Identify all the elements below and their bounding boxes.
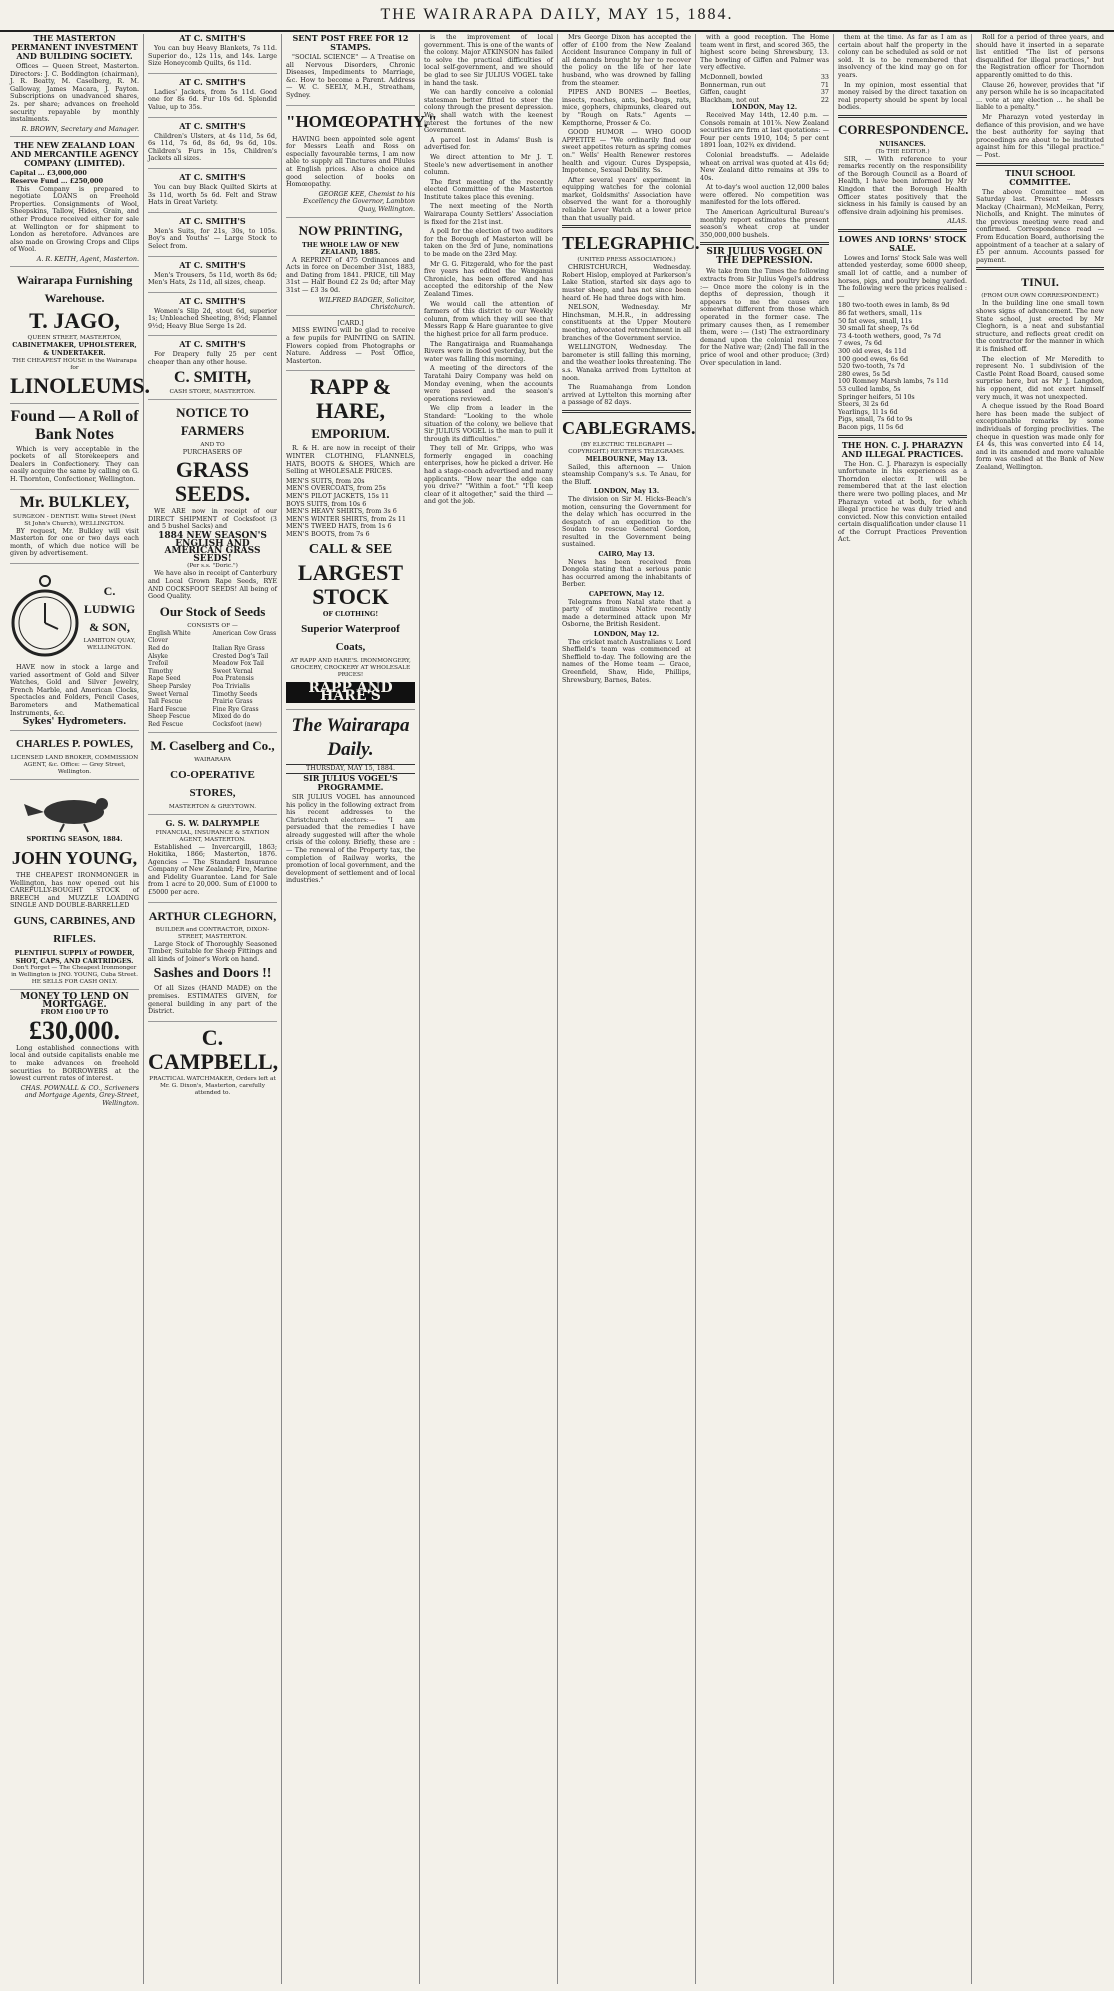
news-paragraph: them at the time. As far as I am as certain about half the property in the colony can be scheduled as sold or not sold. It is to be remembered that insolvency of the kind may go on for years. <box>838 33 967 79</box>
list-item: Cocksfoot (new) <box>212 720 262 728</box>
ludwig-name: C. LUDWIG & SON, <box>83 584 136 634</box>
farmers-notice: NOTICE TO FARMERS <box>176 404 249 438</box>
found-ad <box>10 408 139 490</box>
largest-heading: LARGEST STOCK <box>297 559 404 609</box>
column-1 <box>6 33 150 1984</box>
list-item: Prairie Grass <box>212 698 253 706</box>
grass-seeds-heading: GRASS SEEDS. <box>174 457 251 507</box>
sashes-body: Of all Sizes (HAND MADE) on the premises. ESTIMATES GIVEN, for general building in any part of the District. <box>148 984 277 1016</box>
news-paragraph: A parcel lost in Adams' Bush is advertised for. <box>424 135 553 152</box>
money-signature: CHAS. POWNALL & CO., Scriveners and Mortgage Agents, Grey-Street, Wellington. <box>20 1083 139 1108</box>
card-heading: [CARD.] <box>337 318 364 327</box>
list-item: Fine Rye Grass <box>212 705 259 713</box>
list-item: Sweet Vernal <box>148 690 189 698</box>
list-item: 86 fat wethers, small, 11s <box>838 309 922 318</box>
vogel-heading: SIR JULIUS VOGEL'S PROGRAMME. <box>303 772 398 792</box>
ludwig-body: HAVE now in stock a large and varied assortment of Gold and Silver Watches, Gold and Silver Jewelry, French Marble, and American Clocks, Spectacles and Folders, Pencil Cases, Barometers and Mathematical Instruments, &c. <box>10 663 139 717</box>
seeds-list <box>148 630 277 729</box>
smith-ad-1 <box>148 34 277 74</box>
letter-body: SIR, — With reference to your remarks recently on the responsibility of the Borough Council as a Board of Health, I have been informed by Mr Kingdon that the Borough Health Officer states positively that the sickness in his family is caused by an offensive drain adjoining his premises. <box>838 154 967 216</box>
list-item: MEN'S BOOTS, from 7s 6 <box>286 529 370 538</box>
news-paragraph: After several years' experiment in equipping watches for the colonial market, Goldsmiths' Association have observed the want for a thoroughly reliable Lever Watch at a lower price than that usually paid. <box>562 175 691 222</box>
runs: 22 <box>820 95 829 104</box>
powles-subtitle: LICENSED LAND BROKER, COMMISSION AGENT, &c. Office: — Grey Street, Wellington. <box>10 754 139 775</box>
smith-heading: AT C. SMITH'S <box>179 259 246 270</box>
printing-ad <box>286 222 415 316</box>
rapp-body: R. & H. are now in receipt of their WINTER CLOTHING, FLANNELS, HATS, BOOTS & SHOES, Which are Selling at WHOLESALE PRICES. <box>286 444 415 476</box>
news-paragraph: The Rangatiraiga and Ruamahanga Rivers were in flood yesterday, but the water was falling this morning. <box>424 339 553 363</box>
list-item: 180 two-tooth ewes in lamb, 8s 9d <box>838 301 950 310</box>
seeds-season: 1884 NEW SEASON'S ENGLISH AND AMERICAN GRASS SEEDS! <box>158 531 267 564</box>
list-item: Red Fescue <box>148 720 184 728</box>
dalrymple-subtitle: FINANCIAL, INSURANCE & STATION AGENT, MASTERTON. <box>155 829 270 843</box>
smith-ad-8 <box>148 340 277 399</box>
sent-body: "SOCIAL SCIENCE" — A Treatise on all Nervous Disorders, Chronic Diseases, Impediments to Marriage, &c. How to become a Parent. Address — W. C. SEELY, M.H., Streatham, Sydney. <box>286 53 415 99</box>
list-item: Sheep Parsley <box>148 682 191 690</box>
newspaper-title: THE WAIRARAPA DAILY, MAY 15, 1884. <box>380 6 734 23</box>
investment-society-signature: R. BROWN, Secretary and Manager. <box>21 124 139 133</box>
waterproof-heading: Superior Waterproof Coats, <box>301 623 400 654</box>
homeopathy-ad <box>286 110 438 218</box>
pocket-watch-icon <box>10 571 80 661</box>
emporium-heading: EMPORIUM. <box>311 426 390 442</box>
news-paragraph: In my opinion, most essential that money raised by the direct taxation on real property should be spent by local bodies. <box>838 80 967 112</box>
list-item: Timothy Seeds <box>212 690 258 698</box>
dateline: LONDON, May 12. <box>593 630 660 638</box>
news-paragraph: They tell of Mr. Gripps, who was formerly engaged in coaching enterprises, how he picked a driver. He had a stage-coach advertised and many applicants. "How near the edge can you drive?" "Within a foot." "I'll keep clear of it altogether," said the third — and got the job. <box>424 444 553 506</box>
smith-heading: AT C. SMITH'S <box>179 339 246 350</box>
jago-street: QUEEN STREET, MASTERTON, <box>27 335 122 342</box>
stock-sale-body: Lowes and Iorns' Stock Sale was well attended yesterday, some 6000 sheep, small lot of cattle, and a number of horses, pigs, and poultry being yarded. The following were the prices realised :— <box>838 253 967 300</box>
pharazyn-heading: THE HON. C. J. PHARAZYN AND ILLEGAL PRACTICES. <box>841 439 964 459</box>
news-paragraph: We direct attention to Mr J. T. Steele's new advertisement in another column. <box>424 152 553 177</box>
runs: 71 <box>820 80 829 89</box>
list-item: Crested Dog's Tail <box>212 652 269 660</box>
smith-body: Women's Slip 2d, stout 6d, superior 1s; Unbleached Sheeting, 8½d; Flannel 9½d; Heavy Blue Serge 1s 2d. <box>148 306 277 330</box>
batsman: Blackham, not out <box>700 95 760 104</box>
stock-subheading: CONSISTS OF — <box>187 622 238 629</box>
ludwig-ad <box>10 568 139 731</box>
list-item: Red do <box>148 644 170 652</box>
young-body: THE CHEAPEST IRONMONGER in Wellington, has now opened out his CAREFULLY-BOUGHT STOCK of BREECH and MUZZLE LOADING SINGLE AND DOUBLE-BARRELLED <box>10 870 139 910</box>
news-paragraph: Clause 26, however, provides that "if any person while he is so incapacitated ... vote at any election ... he shall be liable to a penalty." <box>976 80 1104 112</box>
tinui-committee-body: The above Committee met on Saturday last. Present — Messrs Mackay (Chairman), McMeikan, Perry, Nicholls, and Knight. The minutes of the previous meeting were read and confirmed. Correspondence read — From Education Board, authorising the appointment of a teacher at a salary of £5 per annum. Accounts passed for payment. <box>976 187 1104 264</box>
to-editor: (To THE EDITOR.) <box>875 148 930 155</box>
letter-signature: ALAS. <box>947 217 967 226</box>
batsman: McDonnell, bowled <box>700 72 763 81</box>
card-ad <box>286 320 415 372</box>
campbell-subtitle: PRACTICAL WATCHMAKER, Orders left at Mr. G. Dixon's, Masterton, carefully attended to. <box>149 1075 276 1096</box>
homeopathy-body: HAVING been appointed sole agent for Messrs Leath and Ross on especially favourable terms, I am now able to supply all Tinctures and Pilules at English prices. Also a choice and good selection of books on Homœopathy. <box>286 134 415 189</box>
sykes-hydrometers: Sykes' Hydrometers. <box>22 717 127 728</box>
list-item: American Cow Grass <box>212 629 277 637</box>
column-7 <box>834 34 972 1984</box>
smith-ad-2 <box>148 78 277 118</box>
sporting-season: SPORTING SEASON, 1884. <box>26 835 123 844</box>
telegraphic-heading: TELEGRAPHIC. <box>562 233 700 254</box>
masthead <box>0 0 1114 32</box>
list-item: Alsyke <box>148 652 168 660</box>
caselberg-name: M. Caselberg and Co., <box>150 737 275 753</box>
news-paragraph: We can hardly conceive a colonial statesman better fitted to steer the colony through the present depression. We shall watch with the keenest interest the fortunes of the new Government. <box>424 88 553 135</box>
nz-loan-heading: THE NEW ZEALAND LOAN AND MERCANTILE AGENCY COMPANY (LIMITED). <box>10 140 139 169</box>
news-paragraph: The American Agricultural Bureau's monthly report estimates the present season's wheat crop at under 350,000,000 bushels. <box>700 208 829 239</box>
cleghorn-body: Large Stock of Thoroughly Seasoned Timber, Suitable for Sheep Fittings and all kinds of Joiner's Work on hand. <box>148 939 277 963</box>
news-paragraph: Roll for a period of three years, and should have it inserted in a separate list entitled "The list of persons disqualified for illegal practices," but the Registration officer for Thorndon apparently omitted to do this. <box>976 33 1104 79</box>
ludwig-address: LAMBTON QUAY, WELLINGTON. <box>83 638 136 651</box>
sashes-heading: Sashes and Doors !! <box>153 966 272 982</box>
dateline: CAPETOWN, May 12. <box>588 590 665 599</box>
column-3 <box>282 33 438 1984</box>
list-item: BOYS SUITS, from 10s 6 <box>286 499 367 508</box>
nz-loan-reserve: Reserve Fund ... £250,000 <box>10 176 104 185</box>
campbell-name: C. CAMPBELL, <box>148 1024 279 1074</box>
list-item: Poa Trivialis <box>212 682 250 690</box>
paper-name: The Wairarapa Daily. <box>291 715 410 761</box>
runs: 37 <box>820 88 829 97</box>
found-heading: Found — A Roll of Bank Notes <box>10 407 139 443</box>
cablegram: Sailed, this afternoon — Union steamship Company's s.s. Te Anau, for the Bluff. <box>562 462 691 486</box>
linoleum-intro: THE CHEAPEST HOUSE in the Wairarapa for <box>12 357 137 371</box>
smith-heading: AT C. SMITH'S <box>179 171 246 182</box>
news-paragraph: PIPES AND BONES — Beetles, insects, roaches, ants, bed-bugs, rats, mice, gophers, chipmunks, cleared out by "Rough on Rats." Agents — Kempthorne, Prosser & Co. <box>562 88 691 127</box>
money-body: Long established connections with local and outside capitalists enable me to make advances on freehold securities to BORROWERS at the lowest current rates of interest. <box>10 1043 139 1083</box>
printing-subheading: THE WHOLE LAW OF NEW ZEALAND, 1885. <box>301 240 399 257</box>
tinui-subheading: (FROM OUR OWN CORRESPONDENT.) <box>981 293 1099 300</box>
news-paragraph: The first meeting of the recently elected Committee of the Masterton Institute takes place this evening. <box>424 177 553 201</box>
smith-body: You can buy Heavy Blankets, 7s 11d. Superior do., 12s 11s, and 14s. Large Size Honeycomb Quilts, 6s 11d. <box>148 44 277 68</box>
powles-name: CHARLES P. POWLES, <box>16 737 133 750</box>
list-item: Meadow Fox Tail <box>212 660 264 668</box>
homeopathy-signature: GEORGE KEE, Chemist to his Excellency the Governor, Lambton Quay, Wellington. <box>303 189 415 213</box>
list-item: 7 ewes, 7s 6d <box>838 339 883 348</box>
bulkley-body: BY request, Mr. Bulkley will visit Masterton for one or two days each month, of which due notice will be given by advertisement. <box>10 526 139 558</box>
telegram: CHRISTCHURCH, Wednesday. Robert Hislop, employed at Parkerson's Lake Station, started six days ago to muster sheep, and has not since been heard of. He had three dogs with him. <box>562 263 691 302</box>
rapp-heading: RAPP & HARE, <box>309 374 392 424</box>
list-item: MEN'S HEAVY SHIRTS, from 3s 6 <box>286 507 397 516</box>
smith-heading: AT C. SMITH'S <box>179 215 246 226</box>
money-ad <box>10 994 139 1111</box>
list-item: MEN'S SUITS, from 20s <box>286 476 365 485</box>
columns <box>6 34 1108 1984</box>
seeds-ship: (Per s.s. "Doric.") <box>187 563 238 570</box>
column-6 <box>696 34 834 1984</box>
sporting-bird-icon <box>10 784 138 834</box>
coop-address: MASTERTON & GREYTOWN. <box>168 803 257 810</box>
stock-sale-heading: LOWES AND IORNS' STOCK SALE. <box>838 233 967 253</box>
dalrymple-ad <box>148 819 277 903</box>
smith-heading: AT C. SMITH'S <box>179 295 246 306</box>
cleghorn-name: ARTHUR CLEGHORN, <box>148 908 277 923</box>
news-paragraph: At to-day's wool auction 12,000 bales were offered. No competition was manifested for the lots offered. <box>700 183 829 207</box>
paper-date: THURSDAY, MAY 15, 1884. <box>286 764 415 774</box>
found-body: Which is very acceptable in the pockets of all Storekeepers and Dealers in Confectionery. They can easily acquire the same by calling on G. H. Thornton, Confectioner, Wellington. <box>10 444 139 484</box>
purchasers: PURCHASERS OF <box>182 447 243 456</box>
cleghorn-ad <box>148 907 277 1022</box>
smith-body: You can buy Black Quilted Skirts at 3s 11d, worth 5s 6d. Felt and Straw Hats in Great Variety. <box>148 182 277 207</box>
list-item: MEN'S TWEED HATS, from 1s 6 <box>286 522 392 531</box>
dateline: MELBOURNE, May 13. <box>585 454 668 463</box>
smith-body: Children's Ulsters, at 4s 11d, 5s 6d, 6s 11d, 7s 6d, 8s 6d, 9s 6d, 10s. Children's Furs in 15s, Children's Jackets all sizes. <box>148 131 277 163</box>
telegram: The Ruamahanga from London arrived at Lyttelton this morning after a passage of 82 days. <box>562 383 691 407</box>
smith-body: Ladies' Jackets, from 5s 11d. Good one for 8s 6d. Fur 10s 6d. Splendid Value, up to 35s. <box>148 87 277 111</box>
list-item: English White Clover <box>148 629 191 645</box>
list-item: MEN'S OVERCOATS, from 25s <box>286 484 386 493</box>
printing-body: A REPRINT of 475 Ordinances and Acts in force on December 31st, 1883, and Dating from 1841. PRICE, till May 31st — Half Bound £2 2s 0d; after May 31st — £3 3s 0d. <box>286 255 415 295</box>
smith-ad-4 <box>148 173 277 213</box>
tinui-heading: TINUI. <box>1021 275 1059 290</box>
news-paragraph: Mr Pharazyn voted yesterday in defiance of this provision, and we have the best authority for saying that proceedings are about to be instituted against him for this "illegal practice." — Post. <box>976 112 1104 159</box>
news-paragraph: We clip from a leader in the Standard: "Looking to the whole situation of the colony, we believe that Sir JULIUS VOGEL is the man to pull it through its difficulties." <box>424 404 553 443</box>
list-item: 300 old ewes, 4s 11d <box>838 347 907 355</box>
caselberg-ad <box>148 737 277 815</box>
vogel-body: SIR JULIUS VOGEL has announced his policy in the following extract from his recent addresses to the Christchurch electors:— "I am persuaded that the remedies I have already suggested will after the whole crisis of the colony. Briefly, these are :— The renewal of the Property tax, the completion of Railway works, the promotion of local government, and the development of settlement and of local industries." <box>286 792 415 885</box>
csmith-address: CASH STORE, MASTERTON. <box>169 388 256 395</box>
nz-loan-ad <box>10 141 139 267</box>
list-item: 73 4-tooth wethers, good, 7s 7d <box>838 331 941 340</box>
tinui-committee-heading: TINUI SCHOOL COMMITTEE. <box>1005 167 1075 187</box>
cablegrams-heading: CABLEGRAMS. <box>562 417 696 438</box>
news-paragraph: GOOD HUMOR — WHO GOOD APPETITE — "We ordinarily find our sweet appetites return as spring comes on." Wells' Health Renewer restores health and vigour. Cures Dyspepsia, Impotence, Sexual Debility. Ss. <box>562 128 691 175</box>
news-paragraph: The next meeting of the North Wairarapa County Settlers' Association is fixed for the 21st inst. <box>424 202 553 226</box>
list-item: 50 fat ewes, small, 11s <box>838 316 913 325</box>
sent-heading: SENT POST FREE FOR 12 STAMPS. <box>292 33 409 52</box>
telegram: WELLINGTON, Wednesday. The barometer is still falling this morning, and the weather looks threatening. The s.s. Wanaka arrived from Lyttelton at noon. <box>562 343 691 382</box>
correspondence-heading: CORRESPONDENCE. <box>838 121 969 137</box>
news-paragraph: with a good reception. The Home team went in first, and scored 365, the highest score being Shrewsbury, 13. The bowling of Giffen and Palmer was very effective. <box>700 33 829 72</box>
news-paragraph: Colonial breadstuffs. — Adelaide wheat on arrival was quoted at 41s 6d; New Zealand ditto remains at 39s to 40s. <box>700 150 829 182</box>
bulkley-name: Mr. BULKLEY, <box>19 493 130 511</box>
jago-ad <box>10 271 150 403</box>
smith-body: Men's Suits, for 21s, 30s, to 105s. Boy's and Youths' — Large Stock to Select from. <box>148 226 277 250</box>
list-item: Trefoil <box>148 660 169 668</box>
news-paragraph: Mrs George Dixon has accepted the offer of £100 from the New Zealand Accident Insurance Company in full of all demands brought by her to recover the policy on the life of her late husband, who was drowned by falling from the steamer. <box>562 33 691 87</box>
news-paragraph: In the building line one small town shows signs of advancement. The new State school, just erected by Mr Cleghorn, is a neat and substantial structure, and reflects great credit on the contractor for the manner in which it is finished off. <box>976 299 1104 353</box>
farmers-and: AND TO <box>200 441 225 448</box>
furnishing-heading: Wairarapa Furnishing Warehouse. <box>16 273 133 306</box>
column-4 <box>420 34 558 1984</box>
cablegram: The cricket match Australians v. Lord Sheffield's team was commenced at Sheffield to-day. The following are the names of the Home team — Grace, Greenfield, Shaw, Hide, Phillips, Shrewsbury, Barnes, Bates. <box>562 637 691 684</box>
cleghorn-subtitle: BUILDER and CONTRACTOR, DIXON-STREET, MASTERTON. <box>155 926 270 940</box>
vogel-depression-heading: SIR JULIUS VOGEL ON THE DEPRESSION. <box>706 247 823 267</box>
smith-ad-3 <box>148 122 277 169</box>
linoleum-heading: LINOLEUMS. <box>10 372 150 398</box>
batsman: Bonnerman, run out <box>700 80 766 89</box>
news-paragraph: A poll for the election of two auditors for the Borough of Masterton will be taken on the 3rd of June, nominations to be made on the 23rd May. <box>424 227 553 259</box>
cablegrams-subheading: (BY ELECTRIC TELEGRAPH — COPYRIGHT.) REUTER'S TELEGRAMS. <box>568 441 685 455</box>
list-item: 520 two-tooth, 7s 7d <box>838 362 905 371</box>
news-paragraph: The election of Mr Meredith to represent No. 1 subdivision of the Castle Point Road Board, caused some surprise here, but as Mr J. Langdon, his opponent, did not exert himself very much, it was not unexpected. <box>976 354 1104 401</box>
smith-heading: AT C. SMITH'S <box>179 33 246 43</box>
news-paragraph: A cheque issued by the Road Board here has been made the subject of exceptionable remarks by some individuals of forging proclivities. The cheque in question was made only for £4 4s, this was converted into £4 14, and in its amended and more valuable form was cashed at the Bank of New Zealand, Wellington. <box>976 402 1104 471</box>
list-item: 30 small fat sheep, 7s 6d <box>838 324 919 333</box>
list-item: Sweet Vernal <box>212 667 253 675</box>
homeopathy-heading: "HOMŒOPATHY." <box>286 111 438 131</box>
news-paragraph: Mr G. G. Fitzgerald, who for the past five years has edited the Wanganui Chronicle, has been offered and has accepted the editorship of the New Zealand Times. <box>424 259 553 298</box>
social-science-ad <box>286 34 415 106</box>
batsman: Giffen, caught <box>700 88 746 97</box>
guns-heading: GUNS, CARBINES, AND RIFLES. <box>13 914 136 945</box>
rapp-hare-ad <box>286 375 415 710</box>
runs: 33 <box>820 72 829 81</box>
list-item: Poa Pratensis <box>212 675 254 683</box>
powles-ad <box>10 735 139 780</box>
money-range: FROM £100 UP TO <box>40 1008 109 1017</box>
cablegram: News has been received from Dongola stating that a serious panic has occurred among the inhabitants of Berber. <box>562 557 691 589</box>
column-2 <box>144 34 282 1984</box>
list-item: Italian Rye Grass <box>212 644 265 652</box>
nz-loan-capital: Capital ... £3,000,000 <box>10 169 87 178</box>
campbell-ad <box>148 1026 277 1100</box>
dateline: LONDON, May 13. <box>593 487 660 496</box>
nz-loan-body: This Company is prepared to negotiate LOANS on Freehold Properties. Consignments of Wool, Sheepskins, Tallow, Hides, Grain, and other Produce received either for sale at Wellington or for shipment to London as heretofore. Advances are also made on Growing Crops and Clips of Wool. <box>10 184 139 254</box>
news-paragraph: We would call the attention of farmers of this district to our Weekly column, from which they will see that Messrs Rapp & Hare guarantee to give the highest price for all farm produce. <box>424 299 553 338</box>
list-item: Yearlings, 1l 1s 6d <box>838 407 898 416</box>
jago-name: T. JAGO, <box>29 308 120 334</box>
cablegram: The division on Sir M. Hicks-Beach's motion, censuring the Government for the delay which has occurred in the despatch of an expedition to the Soudan to rescue General Gordon, resulted in the Government being sustained. <box>562 494 691 549</box>
money-heading: MONEY TO LEND ON MORTGAGE. <box>20 992 129 1010</box>
investment-society-body: Offices — Queen Street, Masterton. Directors: J. C. Boddington (chairman), J. R. Beatty, M. Caselberg, R. M. Galloway, James Macara, J. Payton. Subscriptions on unadvanced shares, 2s. per share; advances on freehold security repayable by monthly instalments. <box>10 62 139 124</box>
seeds-body: WE ARE now in receipt of our DIRECT SHIPMENT of Cocksfoot (3 and 5 bushel Sacks) and <box>148 507 277 531</box>
list-item: MEN'S PILOT JACKETS, 15s 11 <box>286 491 390 500</box>
clothing-heading: OF CLOTHING! <box>322 609 379 618</box>
list-item: 100 Romney Marsh lambs, 7s 11d <box>838 377 949 386</box>
news-paragraph: Received May 14th, 12.40 p.m. — Consols remain at 101⅞. New Zealand securities are firm at last quotations: — Four per cents 1910, 104; 5 per cent 1891 loan, 102¾ ex dividend. <box>700 110 829 150</box>
list-item: Springer heifers, 5l 10s <box>838 392 915 401</box>
jago-trades: CABINETMAKER, UPHOLSTERER, & UNDERTAKER. <box>12 341 137 358</box>
list-item: 100 good ewes, 6s 6d <box>838 354 909 363</box>
dateline: CAIRO, May 13. <box>598 550 655 559</box>
editorial <box>286 714 415 890</box>
list-item: Timothy <box>148 667 173 675</box>
young-footer: Don't Forget — The Cheapest Ironmonger in Wellington is JNO. YOUNG, Cuba Street. HE SELLS FOR CASH ONLY. <box>11 965 138 986</box>
powder-heading: PLENTIFUL SUPPLY of POWDER, SHOT, CAPS, AND CARTRIDGES. <box>14 948 135 965</box>
nuisances-heading: NUISANCES. <box>879 139 926 148</box>
cablegram: Telegrams from Natal state that a party of mutinous Native recently made a determined attack upon Mr Osborne, the British Resident. <box>562 597 691 629</box>
smith-body: Men's Trousers, 5s 11d, worth 8s 6d; Men's Hats, 2s 11d, all sizes, cheap. <box>148 270 277 287</box>
rapp-footer: AT RAPP AND HARE'S. IRONMONGERY, GROCERY, CROCKERY AT WHOLESALE PRICES! <box>290 658 411 679</box>
printing-signature: WILFRED BADGER, Solicitor, Christchurch. <box>318 295 415 312</box>
dalrymple-name: G. S. W. DALRYMPLE <box>165 817 260 828</box>
list-item: 53 culled lambs, 5s <box>838 384 901 393</box>
telegram: NELSON, Wednesday. Mr Hinchsman, M.H.R., in addressing constituents at the Upper Moutere meeting, advocated retrenchment in all branches of the Government service. <box>562 303 691 342</box>
list-item: Hard Fescue <box>148 705 187 713</box>
vogel-depression-body: We take from the Times the following extracts from Sir Julius Vogel's address :— Once more the colony is in the depths of depression, though it appears to me the causes are somewhat different from those which operated in the former case. The primary causes then, as I remember them, were :— (1st) The extraordinary demand upon the colonial resources for the Native war; (2nd) The fall in the price of wool and other produce; (3rd) Over speculation in land. <box>700 267 829 367</box>
list-item: Bacon pigs, 1l 5s 6d <box>838 422 904 431</box>
smith-heading: AT C. SMITH'S <box>179 76 246 87</box>
column-8 <box>972 34 1108 1984</box>
seeds-also: We have also in receipt of Canterbury and Local Grown Rape Seeds, RYE AND COCKSFOOT SEEDS! All being of Good Quality. <box>148 569 277 601</box>
bulkley-subtitle: SURGEON - DENTIST. Willis Street (Next St John's Church), WELLINGTON. <box>13 513 136 527</box>
smith-ad-5 <box>148 217 277 257</box>
column-5 <box>558 33 700 1984</box>
list-item: 280 ewes, 5s 5d <box>838 369 891 378</box>
telegraphic-subheading: (UNITED PRESS ASSOCIATION.) <box>577 257 676 264</box>
rapp-logo: RAPP AND HARE'S <box>286 682 415 703</box>
editorial-continued: is the improvement of local government. This is one of the wants of the colony. Major ATKINSON has failed to solve the practical difficulties of local self-government, and we should be glad to see Sir JULIUS VOGEL take in hand the task. <box>424 33 553 87</box>
money-amount: £30,000. <box>29 1015 120 1045</box>
smith-body: For Drapery fully 25 per cent cheaper than any other house. <box>148 350 277 367</box>
news-paragraph: A meeting of the directors of the Taratahi Dairy Company was held on Monday evening, when the accounts were passed and the season's operations reviewed. <box>424 364 553 403</box>
investment-society-ad <box>10 34 139 137</box>
smith-heading: AT C. SMITH'S <box>179 120 246 131</box>
printing-heading: NOW PRINTING, <box>298 222 403 238</box>
coop-heading: CO-OPERATIVE STORES, <box>170 768 255 799</box>
call-heading: CALL & SEE <box>308 541 393 557</box>
csmith-name: C. SMITH, <box>174 368 251 386</box>
rapp-price-list <box>286 478 415 539</box>
young-ad <box>10 784 139 990</box>
list-item: Tall Fescue <box>148 698 183 706</box>
list-item: Steers, 3l 2s 6d <box>838 400 889 409</box>
bulkley-ad <box>10 494 139 564</box>
list-item: MEN'S WINTER SHIRTS, from 2s 11 <box>286 514 406 523</box>
coop-prefix: WAIRARAPA <box>194 756 231 763</box>
card-body: MISS EWING will be glad to receive a few pupils for PAINTING on SATIN. Flowers copied from Photographs or Nature. Address — Post Office, Masterton. <box>286 326 415 365</box>
smith-ad-6 <box>148 261 277 293</box>
list-item: Mixed do do <box>212 713 251 721</box>
dalrymple-body: Established — Invercargill, 1863; Hokitika, 1866; Masterton, 1876. Agencies — The Standard Insurance Company of New Zealand; Fire, Marine and Fidelity Guarantee. Land for Sale from 1 acre to 20,000. Sum of £1000 to £5000 per acre. <box>148 842 277 897</box>
dateline: LONDON, May 12. <box>731 103 798 112</box>
stock-sale-list <box>838 302 967 431</box>
pharazyn-body: The Hon. C. J. Pharazyn is especially unfortunate in his experiences as a Thorndon elector. It will be remembered that at the last election there were two polling places, and Mr Pharazyn voted at both, for which illegal practice he was duly tried and convicted. Now this conviction entailed certain disqualification under clause 11 of the Corrupt Practices Prevention Act. <box>838 459 967 544</box>
investment-society-heading: THE MASTERTON PERMANENT INVESTMENT AND BUILDING SOCIETY. <box>11 33 138 61</box>
list-item: Rape Seed <box>148 675 181 683</box>
list-item: Sheep Fescue <box>148 713 191 721</box>
grass-seeds-ad <box>148 404 277 733</box>
cricket-scores <box>700 74 829 104</box>
stock-heading: Our Stock of Seeds <box>159 603 266 619</box>
young-name: JOHN YOUNG, <box>11 847 138 868</box>
list-item: Pigs, small, 7s 6d to 9s <box>838 415 913 424</box>
smith-ad-7 <box>148 297 277 337</box>
nz-loan-signature: A. R. KEITH, Agent, Masterton. <box>36 254 139 263</box>
